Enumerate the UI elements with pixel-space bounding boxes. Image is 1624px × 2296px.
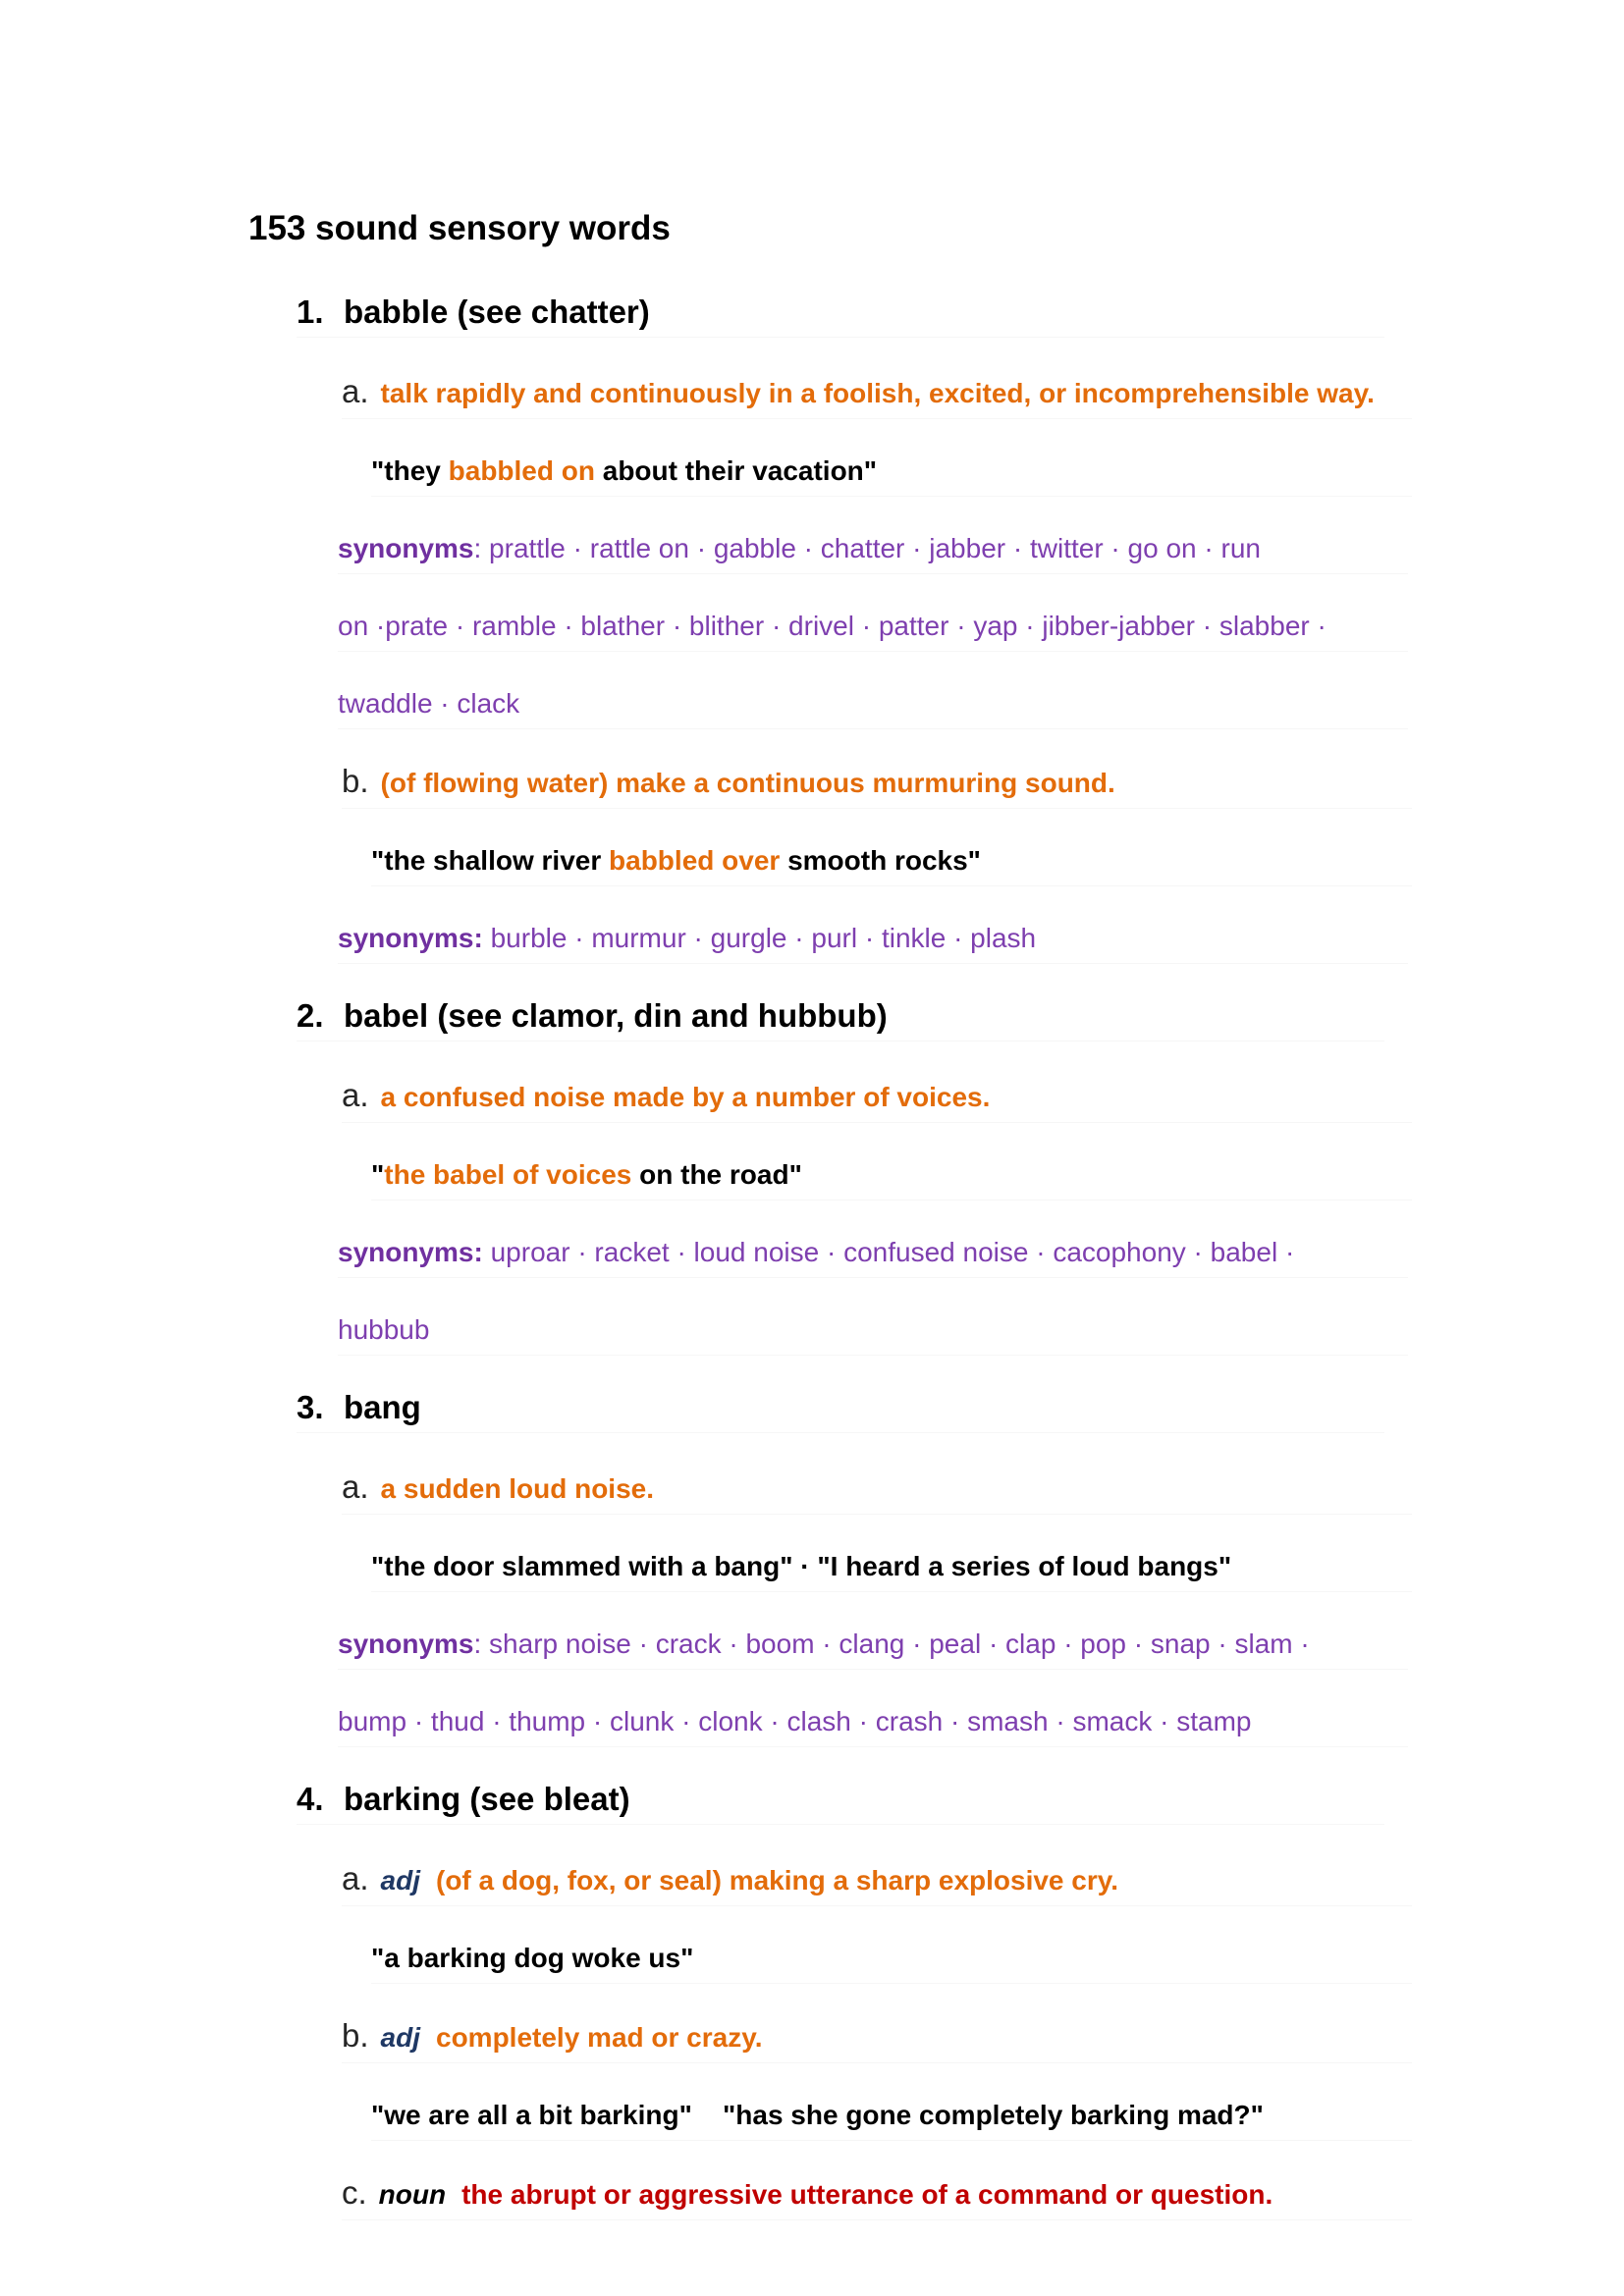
entry-number: 4. [297, 1781, 324, 1817]
text-segment: "they [371, 455, 449, 486]
entry-word: bang [344, 1389, 421, 1425]
text-segment: " [371, 1159, 385, 1190]
sense-letter: a. [342, 1077, 369, 1113]
sense-letter: b. [342, 2017, 369, 2054]
text-segment: a confused noise made by a number of voices. [380, 1082, 991, 1112]
entry-word: babble (see chatter) [344, 294, 650, 330]
sense-definition [342, 1854, 1412, 1906]
entry-number: 1. [297, 294, 324, 330]
text-segment: on ·prate · ramble · blather · blither · drivel · patter · yap · jibber-jabber · slabber · [338, 611, 1326, 641]
example-quote [371, 1542, 1412, 1592]
text-segment: synonyms [338, 1629, 474, 1659]
example-quote [371, 447, 1412, 497]
text-segment: uproar · racket · loud noise · confused noise · cacophony · babel · [482, 1237, 1295, 1267]
sense-letter: a. [342, 373, 369, 409]
example-quote [371, 1934, 1412, 1984]
synonyms-line [338, 1620, 1408, 1670]
synonyms-line [338, 602, 1408, 652]
text-segment: hubbub [338, 1314, 430, 1345]
sense-definition [342, 367, 1412, 419]
page-title: 153 sound sensory words [248, 209, 671, 247]
text-segment: babbled on [448, 455, 595, 486]
text-segment: about their vacation" [594, 455, 878, 486]
sense-letter: a. [342, 1468, 369, 1505]
text-segment: (of flowing water) make a continuous murmuring sound. [380, 768, 1115, 798]
text-segment: babbled over [609, 845, 781, 876]
text-segment: "we are all a bit barking" "has she gone completely barking mad?" [371, 2100, 1264, 2130]
entry-heading [297, 1383, 1384, 1433]
entry-word: barking (see bleat) [344, 1781, 630, 1817]
sense-letter: a. [342, 1860, 369, 1896]
sense-definition [342, 757, 1412, 809]
sense-definition [342, 1071, 1412, 1123]
text-segment: synonyms [338, 533, 474, 563]
example-quote [371, 836, 1412, 886]
text-segment: "the door slammed with a bang" · "I heard a series of loud bangs" [371, 1551, 1232, 1581]
sense-definition [342, 1463, 1412, 1515]
text-segment: completely mad or crazy. [436, 2022, 763, 2053]
sense-definition [342, 2168, 1412, 2220]
text-segment: smooth rocks" [780, 845, 981, 876]
synonyms-line [338, 1228, 1408, 1278]
entry-heading [297, 288, 1384, 338]
text-segment: (of a dog, fox, or seal) making a sharp explosive cry. [436, 1865, 1119, 1896]
entry-number: 2. [297, 997, 324, 1034]
text-segment: a sudden loud noise. [380, 1473, 654, 1504]
text-segment: "the shallow river [371, 845, 610, 876]
part-of-speech-tag: noun [378, 2179, 447, 2210]
text-segment: synonyms: [338, 1237, 483, 1267]
entry-number: 3. [297, 1389, 324, 1425]
text-segment: "a barking dog woke us" [371, 1943, 694, 1973]
text-segment: : prattle · rattle on · gabble · chatter · jabber · twitter · go on · run [473, 533, 1261, 563]
part-of-speech-tag: adj [380, 1865, 420, 1896]
text-segment: bump · thud · thump · clunk · clonk · clash · crash · smash · smack · stamp [338, 1706, 1252, 1736]
text-segment: twaddle · clack [338, 688, 520, 719]
entries [0, 288, 1624, 2220]
example-quote [371, 1150, 1412, 1201]
synonyms-line [338, 914, 1408, 964]
text-segment: the babel of voices [384, 1159, 632, 1190]
synonyms-line [338, 1697, 1408, 1747]
text-segment: talk rapidly and continuously in a foolish, excited, or incomprehensible way. [380, 378, 1375, 408]
text-segment: : sharp noise · crack · boom · clang · peal · clap · pop · snap · slam · [473, 1629, 1310, 1659]
entry-heading [297, 991, 1384, 1041]
text-segment: synonyms: [338, 923, 483, 953]
sense-definition [342, 2011, 1412, 2063]
synonyms-line [338, 679, 1408, 729]
text-segment: on the road" [631, 1159, 802, 1190]
sense-letter: c. [342, 2174, 367, 2211]
sense-letter: b. [342, 763, 369, 799]
example-quote [371, 2091, 1412, 2141]
text-segment: the abrupt or aggressive utterance of a command or question. [461, 2179, 1273, 2210]
synonyms-line [338, 524, 1408, 574]
part-of-speech-tag: adj [380, 2022, 420, 2053]
entry-word: babel (see clamor, din and hubbub) [344, 997, 888, 1034]
synonyms-line [338, 1306, 1408, 1356]
entry-heading [297, 1775, 1384, 1825]
text-segment: burble · murmur · gurgle · purl · tinkle · plash [482, 923, 1037, 953]
